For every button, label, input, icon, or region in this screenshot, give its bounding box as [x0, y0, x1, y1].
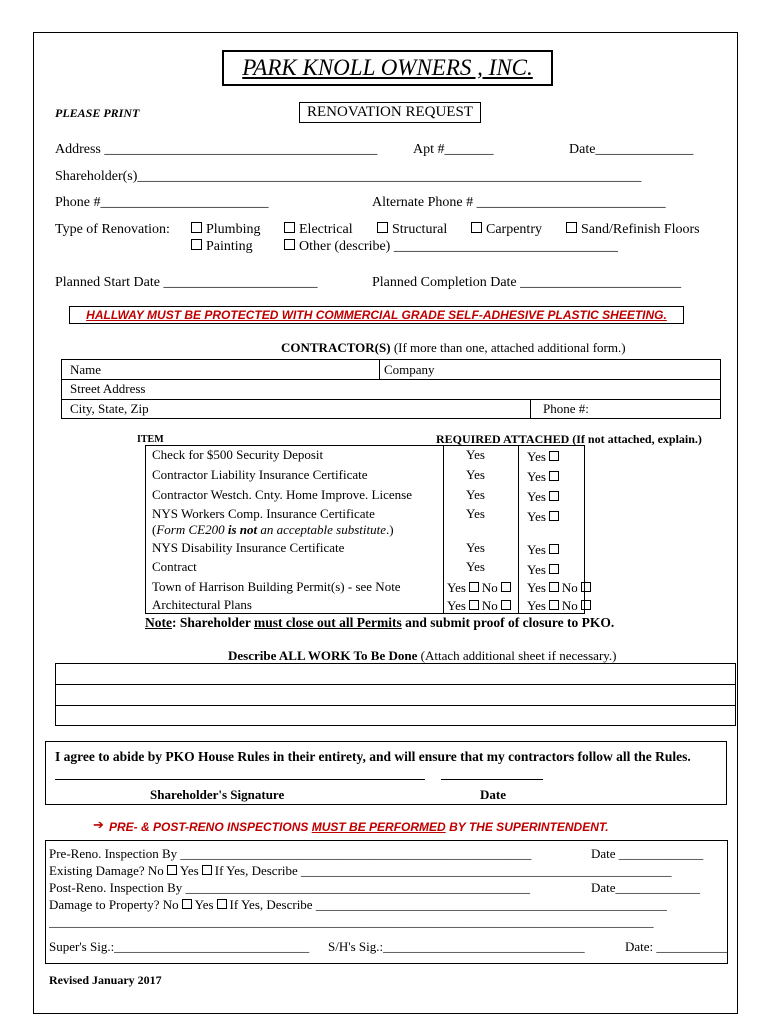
- contractor-note: (If more than one, attached additional form.): [393, 340, 626, 355]
- item-attached[interactable]: Yes: [527, 542, 562, 558]
- existing-damage-field[interactable]: Existing Damage? No Yes If Yes, Describe _________________________________________________________: [49, 863, 672, 878]
- plumbing-label: Plumbing: [206, 222, 261, 237]
- item-row-name: Town of Harrison Building Permit(s) - see Note: [152, 579, 401, 594]
- inspection-heading: PRE- & POST-RENO INSPECTIONS MUST BE PERFORMED BY THE SUPERINTENDENT.: [109, 820, 609, 834]
- shareholders-field[interactable]: Shareholder(s)________________________________________________________________________: [55, 169, 642, 184]
- item-row-name: Architectural Plans: [152, 597, 252, 612]
- item-row-name: NYS Disability Insurance Certificate: [152, 540, 345, 555]
- contractor-heading: [281, 340, 626, 356]
- item-required: Yes: [466, 487, 485, 502]
- form-title: RENOVATION REQUEST: [299, 102, 481, 123]
- item-attached[interactable]: Yes: [527, 449, 562, 465]
- item-attached-yes-no[interactable]: Yes No: [527, 580, 594, 596]
- phone-field[interactable]: Phone #________________________: [55, 195, 269, 210]
- item-required: Yes: [466, 467, 485, 482]
- super-signature[interactable]: Super's Sig.:______________________________: [49, 939, 310, 954]
- date-field[interactable]: Date______________: [569, 142, 694, 157]
- address-field[interactable]: Address _______________________________________: [55, 142, 378, 157]
- alt-phone-field[interactable]: Alternate Phone # ___________________________: [372, 195, 666, 210]
- checkbox-icon: [191, 239, 202, 250]
- inspection-date[interactable]: Date: ___________: [625, 939, 728, 954]
- please-print-label: PLEASE PRINT: [55, 106, 140, 120]
- electrical-label: Electrical: [299, 222, 353, 237]
- sand-refinish-label: Sand/Refinish Floors: [581, 222, 700, 237]
- checkbox-icon: [549, 511, 559, 521]
- checkbox-icon: [377, 222, 388, 233]
- item-attached[interactable]: Yes: [527, 562, 562, 578]
- describe-heading: Describe ALL WORK To Be Done (Attach additional sheet if necessary.): [228, 648, 617, 663]
- checkbox-icon: [549, 544, 559, 554]
- item-required: Yes: [466, 559, 485, 574]
- blank-line[interactable]: _____________________________________________________________________________________________: [49, 914, 654, 929]
- item-row-name: Contractor Westch. Cnty. Home Improve. License: [152, 487, 412, 502]
- carpentry-label: Carpentry: [486, 222, 542, 237]
- pre-reno-field[interactable]: Pre-Reno. Inspection By ______________________________________________________: [49, 846, 532, 861]
- checkbox-structural[interactable]: [377, 222, 447, 238]
- checkbox-icon: [549, 491, 559, 501]
- item-attached[interactable]: Yes: [527, 489, 562, 505]
- other-label: Other (describe) ________________________________: [299, 239, 618, 254]
- form-ce200-note: (Form CE200 is not an acceptable substitute.): [152, 522, 394, 537]
- arrow-right-icon: ➔: [93, 817, 104, 832]
- hallway-warning: HALLWAY MUST BE PROTECTED WITH COMMERCIAL GRADE SELF-ADHESIVE PLASTIC SHEETING.: [69, 306, 684, 324]
- item-required: Yes: [466, 540, 485, 555]
- completion-date-field[interactable]: Planned Completion Date _______________________: [372, 275, 682, 290]
- describe-work-box[interactable]: [55, 663, 736, 726]
- revised-date: Revised January 2017: [49, 973, 162, 987]
- item-required: Yes: [466, 447, 485, 462]
- checkbox-electrical[interactable]: [284, 222, 353, 238]
- item-row-name: Contractor Liability Insurance Certificate: [152, 467, 368, 482]
- item-attached[interactable]: Yes: [527, 509, 562, 525]
- checkbox-icon: [549, 451, 559, 461]
- org-title: PARK KNOLL OWNERS , INC.: [222, 50, 553, 86]
- item-attached-yes-no[interactable]: Yes No: [527, 598, 594, 614]
- item-required: Yes: [466, 506, 485, 521]
- checkbox-icon: [566, 222, 577, 233]
- contractor-street-field[interactable]: Street Address: [70, 381, 146, 396]
- painting-label: Painting: [206, 239, 253, 254]
- contractor-company-field[interactable]: Company: [384, 362, 435, 377]
- inspection-box: [45, 840, 728, 964]
- structural-label: Structural: [392, 222, 448, 237]
- item-attached[interactable]: Yes: [527, 469, 562, 485]
- contractor-table: [61, 359, 721, 419]
- permit-note: Note: Shareholder must close out all Permits and submit proof of closure to PKO.: [145, 615, 615, 630]
- pre-reno-date[interactable]: Date _____________: [591, 846, 704, 861]
- signature-label: Shareholder's Signature: [150, 787, 285, 802]
- item-col-header: ITEM: [137, 434, 164, 445]
- checkbox-icon: [471, 222, 482, 233]
- checkbox-icon: [549, 564, 559, 574]
- item-required-yes-no[interactable]: Yes No: [447, 580, 514, 596]
- required-col-header: REQUIRED ATTACHED (If not attached, explain.): [436, 432, 702, 446]
- post-reno-date[interactable]: Date_____________: [591, 880, 701, 895]
- agreement-text: I agree to abide by PKO House Rules in their entirety, and will ensure that my contractors follow all the Rules.: [55, 749, 691, 764]
- checkbox-icon: [284, 239, 295, 250]
- item-row-name: Check for $500 Security Deposit: [152, 447, 324, 462]
- item-required-yes-no[interactable]: Yes No: [447, 598, 514, 614]
- checkbox-painting[interactable]: [191, 239, 253, 255]
- sh-signature[interactable]: S/H's Sig.:_______________________________: [328, 939, 585, 954]
- apt-field[interactable]: Apt #_______: [413, 142, 494, 157]
- renovation-type-label: Type of Renovation:: [55, 222, 170, 237]
- contractor-name-field[interactable]: Name: [70, 362, 102, 377]
- agreement-box: [45, 741, 727, 805]
- checkbox-plumbing[interactable]: [191, 222, 260, 238]
- checkbox-sand-refinish[interactable]: [566, 222, 700, 238]
- checkbox-icon: [549, 471, 559, 481]
- damage-property-field[interactable]: Damage to Property? No Yes If Yes, Describe ______________________________________________________: [49, 897, 667, 912]
- checkbox-icon: [284, 222, 295, 233]
- contractor-title: CONTRACTOR(S): [281, 340, 391, 355]
- item-row-name: NYS Workers Comp. Insurance Certificate: [152, 506, 375, 521]
- checkbox-other[interactable]: [284, 239, 618, 255]
- item-row-name: Contract: [152, 559, 197, 574]
- contractor-phone-field[interactable]: Phone #:: [543, 401, 589, 416]
- post-reno-field[interactable]: Post-Reno. Inspection By _____________________________________________________: [49, 880, 530, 895]
- contractor-city-field[interactable]: City, State, Zip: [70, 401, 149, 416]
- date-label: Date: [480, 787, 506, 802]
- start-date-field[interactable]: Planned Start Date ______________________: [55, 275, 318, 290]
- checkbox-carpentry[interactable]: [471, 222, 542, 238]
- checkbox-icon: [191, 222, 202, 233]
